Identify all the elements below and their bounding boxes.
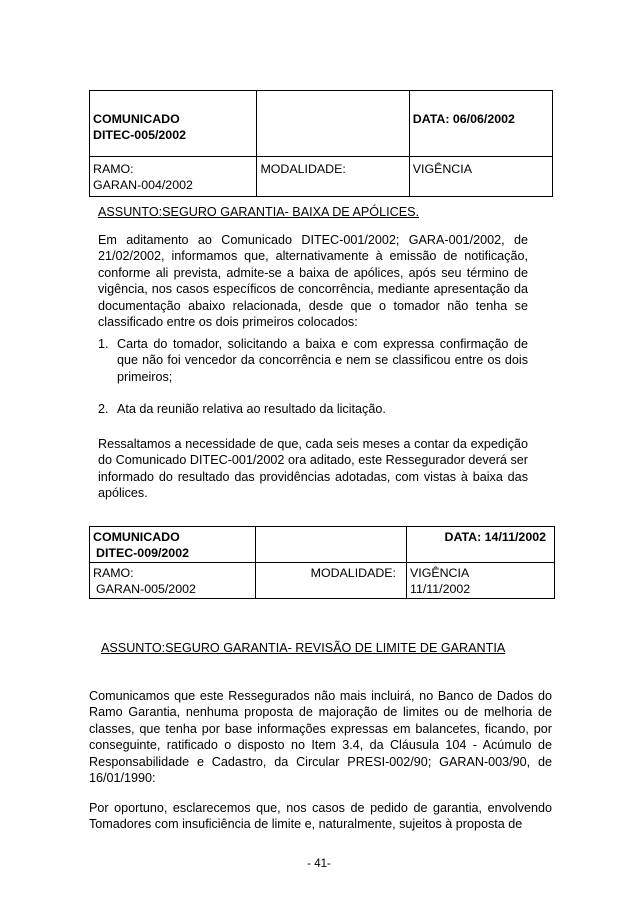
ramo-value: GARAN-005/2002 bbox=[96, 582, 196, 596]
comunicado-label: COMUNICADO bbox=[93, 112, 180, 126]
list-item-number: 2. bbox=[98, 402, 109, 417]
vigencia-label: VIGÊNCIA bbox=[412, 162, 472, 176]
header-table-ditec-005 bbox=[89, 90, 553, 197]
modalidade-label: MODALIDADE: bbox=[260, 162, 346, 176]
list-item bbox=[98, 336, 528, 385]
page-number: - 41- bbox=[307, 858, 331, 870]
date-value: DATA: 14/11/2002 bbox=[444, 530, 546, 544]
vigencia-label: VIGÊNCIA bbox=[410, 566, 470, 580]
ramo-cell bbox=[90, 563, 256, 599]
date-cell bbox=[407, 527, 555, 563]
modalidade-label: MODALIDADE: bbox=[310, 566, 396, 580]
vigencia-cell bbox=[409, 157, 552, 197]
list-item-text: Carta do tomador, solicitando a baixa e com expressa confirmação de que não foi vencedor da concorrência e nem se classificou entre os dois primeiros; bbox=[117, 337, 528, 384]
intro-paragraph: Em aditamento ao Comunicado DITEC-001/2002; GARA-001/2002, de 21/02/2002, informamos que, alternativamente à emissão de notificação, conforme ali prevista, admite-se a baixa de apólices, após seu término de vigência, nos casos específicos de concorrência, mediante apresentação da documentação abaixo relacionada, desde que o tomador não tenha se classificado entre os dois primeiros colocados: bbox=[98, 233, 528, 330]
comunicado-label: COMUNICADO bbox=[93, 530, 180, 544]
body-paragraph-1: Comunicamos que este Ressegurados não mais incluirá, no Banco de Dados do Ramo Garantia, nenhuma proposta de majoração de limites ou de melhoria de classes, que tenha por base informações expressas em balancetes, ficando, por conseguinte, ratificado o disposto no Item 3.4, da Cláusula 104 - Acúmulo de Responsabilidade e Cadastro, da Circular PRESI-002/90; GARAN-003/90, de 16/01/1990: bbox=[89, 689, 552, 786]
ramo-cell bbox=[90, 157, 257, 197]
subject-revisao-limite: ASSUNTO:SEGURO GARANTIA- REVISÃO DE LIMITE DE GARANTIA bbox=[101, 641, 506, 655]
closing-paragraph: Ressaltamos a necessidade de que, cada seis meses a contar da expedição do Comunicado DITEC-001/2002 ora aditado, este Ressegurador deverá ser informado do resultado das providências adotadas, com vistas à baixa das apólices. bbox=[98, 437, 528, 501]
list-item-text: Ata da reunião relativa ao resultado da licitação. bbox=[117, 402, 386, 417]
comunicado-cell bbox=[90, 527, 256, 563]
list-item-number: 1. bbox=[98, 337, 109, 351]
ramo-value: GARAN-004/2002 bbox=[93, 178, 193, 192]
modalidade-cell bbox=[256, 563, 407, 599]
body-paragraph-2: Por oportuno, esclarecemos que, nos casos de pedido de garantia, envolvendo Tomadores com insuficiência de limite e, naturalmente, sujeitos à proposta de bbox=[89, 801, 552, 832]
date-value: DATA: 06/06/2002 bbox=[412, 112, 515, 126]
list-item bbox=[98, 401, 528, 417]
ramo-label: RAMO: bbox=[93, 162, 134, 176]
comunicado-cell bbox=[90, 91, 257, 157]
vigencia-value: 11/11/2002 bbox=[410, 582, 471, 596]
comunicado-number: DITEC-005/2002 bbox=[93, 128, 186, 142]
header-row-ramo bbox=[90, 563, 555, 599]
header-row-comunicado bbox=[90, 91, 553, 157]
vigencia-cell bbox=[407, 563, 555, 599]
ramo-label: RAMO: bbox=[93, 566, 134, 580]
header-table-ditec-009 bbox=[89, 526, 555, 599]
subject-baixa-apolices: ASSUNTO:SEGURO GARANTIA- BAIXA DE APÓLICES. bbox=[98, 205, 419, 219]
comunicado-number: DITEC-009/2002 bbox=[96, 546, 189, 560]
empty-cell bbox=[256, 527, 407, 563]
requirements-list bbox=[98, 336, 528, 418]
empty-cell bbox=[257, 91, 409, 157]
header-row-comunicado bbox=[90, 527, 555, 563]
modalidade-cell bbox=[257, 157, 409, 197]
header-row-ramo bbox=[90, 157, 553, 197]
date-cell bbox=[409, 91, 552, 157]
